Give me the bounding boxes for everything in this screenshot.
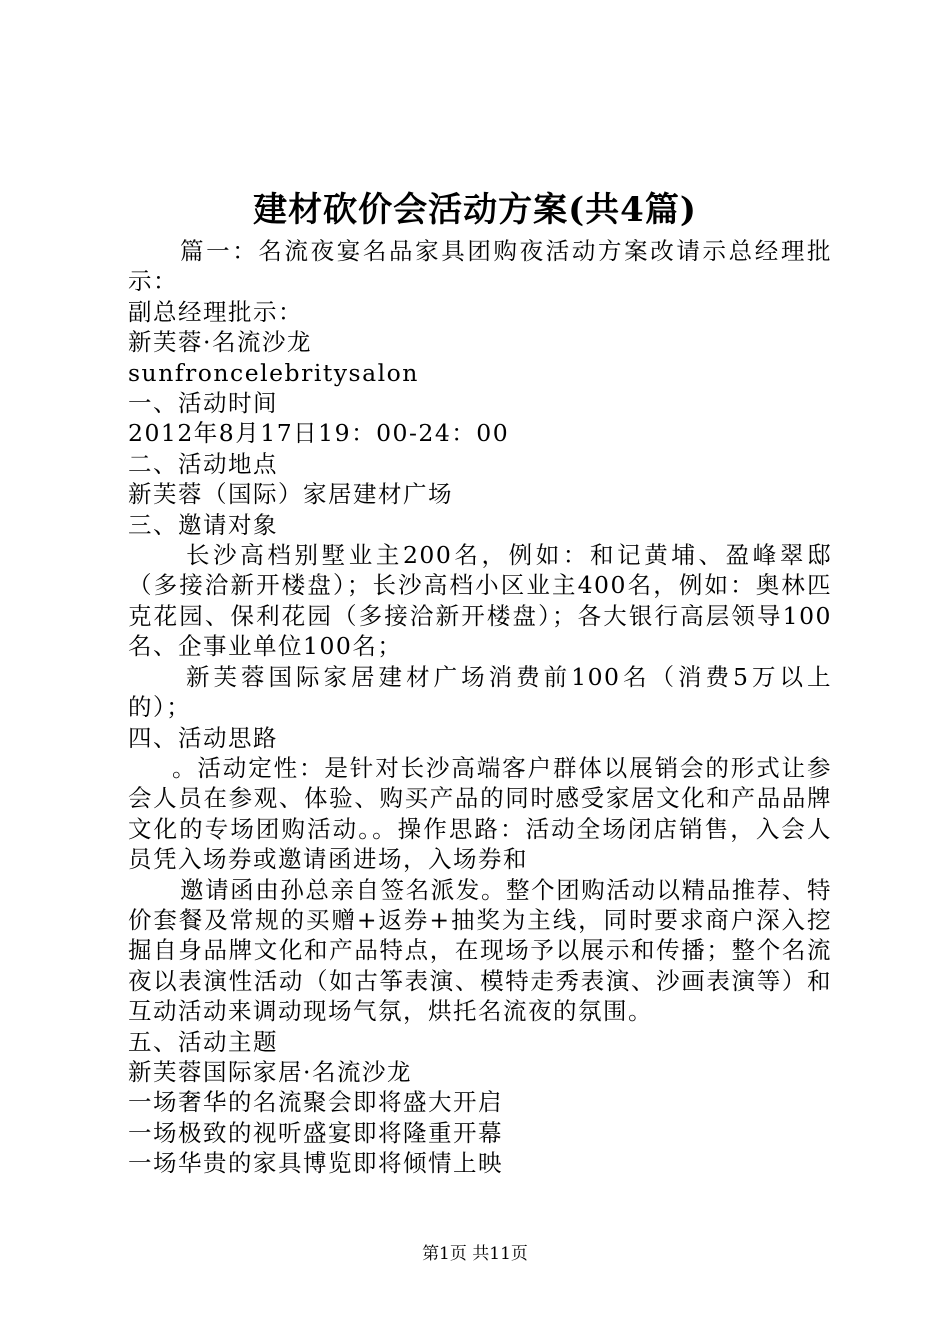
paragraph: 新芙蓉·名流沙龙 — [128, 328, 312, 357]
paragraph: 一场奢华的名流聚会即将盛大开启 — [128, 1088, 503, 1117]
document-body — [128, 236, 832, 1179]
document-title: 建材砍价会活动方案(共4篇) — [253, 190, 697, 230]
paragraph: sunfroncelebritysalon — [128, 358, 419, 387]
paragraph: 篇一：名流夜宴名品家具团购夜活动方案改请示总经理批示： — [128, 237, 832, 296]
paragraph: 新芙蓉国际家居·名流沙龙 — [128, 1057, 412, 1086]
section-heading: 五、活动主题 — [128, 1027, 278, 1056]
paragraph: 邀请函由孙总亲自签名派发。整个团购活动以精品推荐、特价套餐及常规的买赠+返券+抽奖为主线，同时要求商户深入挖掘自身品牌文化和产品特点，在现场予以展示和传播；整个名流夜以表演性活动（如古筝表演、模特走秀表演、沙画表演等）和互动活动来调动现场气氛，烘托名流夜的氛围。 — [128, 875, 832, 1026]
section-heading: 四、活动思路 — [128, 723, 278, 752]
paragraph: 一场华贵的家具博览即将倾情上映 — [128, 1149, 503, 1178]
paragraph: 长沙高档别墅业主200名，例如：和记黄埔、盈峰翠邸（多接洽新开楼盘）；长沙高档小区业主400名，例如：奥林匹克花园、保利花园（多接洽新开楼盘）；各大银行高层领导100名、企事业单位100名； — [128, 541, 832, 661]
section-heading: 三、邀请对象 — [128, 510, 278, 539]
paragraph: 一场极致的视听盛宴即将隆重开幕 — [128, 1118, 503, 1147]
section-heading: 二、活动地点 — [128, 449, 278, 478]
page-footer: 第1页 共11页 — [422, 1244, 528, 1264]
paragraph: 。活动定性：是针对长沙高端客户群体以展销会的形式让参会人员在参观、体验、购买产品的同时感受家居文化和产品品牌文化的专场团购活动。。操作思路：活动全场闭店销售，入会人员凭入场券或邀请函进场，入场券和 — [128, 753, 832, 874]
paragraph: 2012年8月17日19：00-24：00 — [128, 419, 510, 448]
paragraph: 副总经理批示： — [128, 297, 303, 326]
paragraph: 新芙蓉国际家居建材广场消费前100名（消费5万以上的）； — [128, 662, 832, 722]
paragraph: 新芙蓉（国际）家居建材广场 — [128, 480, 453, 509]
section-heading: 一、活动时间 — [128, 389, 278, 418]
